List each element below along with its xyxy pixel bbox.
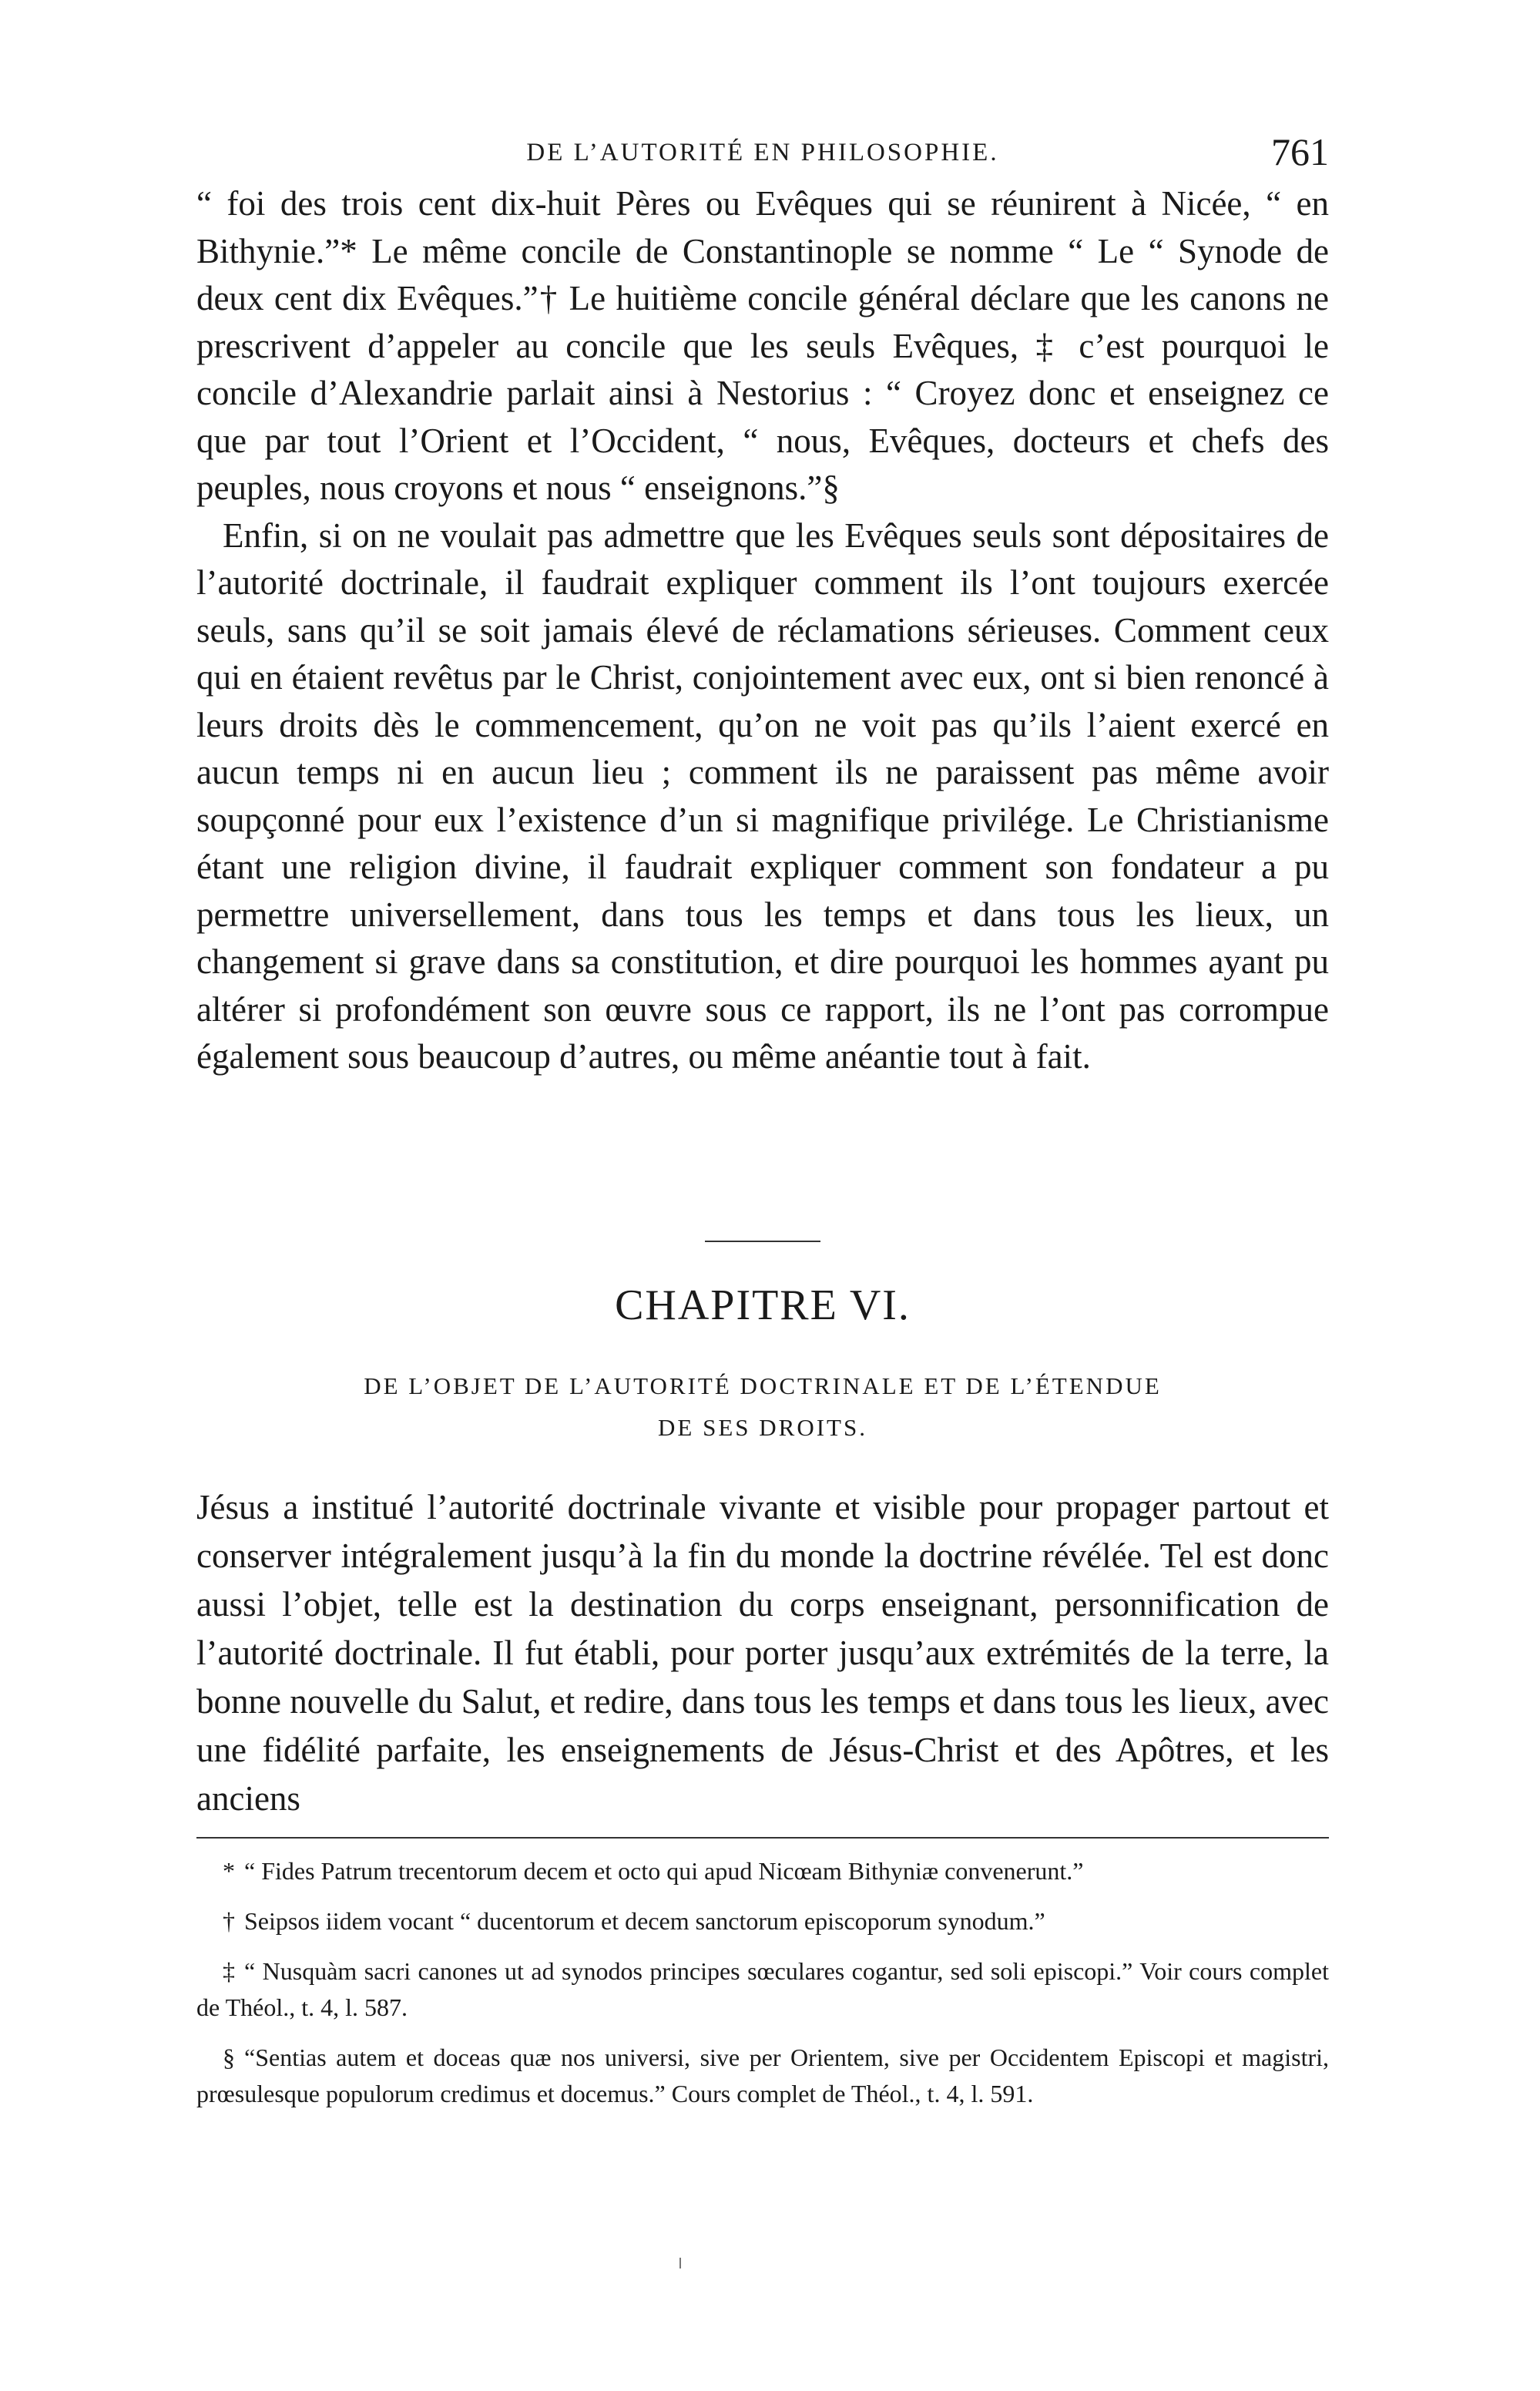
chapter-title: CHAPITRE VI. xyxy=(615,1281,911,1329)
footnote-text: Seipsos iidem vocant “ ducentorum et decem sanctorum episcoporum synodum.” xyxy=(244,1907,1045,1935)
page-number: 761 xyxy=(1271,130,1329,173)
footnote xyxy=(196,1953,1329,2026)
footnote-mark: * xyxy=(223,1857,235,1885)
body-text xyxy=(196,180,1329,1081)
chapter-paragraph: Jésus a institué l’autorité doctrinale vivante et visible pour propager partout et conserver intégralement jusqu’à la fin du monde la doctrine révélée. Tel est donc aussi l’objet, telle est la destination du corps enseignant, personnification de l’autorité doctrinale. Il fut établi, pour porter jusqu’aux extrémités de la terre, la bonne nouvelle du Salut, et redire, dans tous les temps et dans tous les lieux, avec une fidélité parfaite, les enseignements de Jésus-Christ et des Apôtres, et les anciens xyxy=(196,1488,1329,1818)
printer-mark xyxy=(679,2258,681,2268)
footnotes xyxy=(196,1853,1329,2126)
chapter-subtitle xyxy=(196,1365,1329,1449)
chapter-subtitle-line-1: DE L’OBJET DE L’AUTORITÉ DOCTRINALE ET DE L’ÉTENDUE xyxy=(364,1372,1162,1399)
footnote xyxy=(196,1853,1329,1889)
footnote-mark: † xyxy=(223,1907,235,1935)
footnote-text: “Sentias autem et doceas quæ nos universi, sive per Orientem, sive per Occidentem Episcopi et magistri, prœsulesque populorum credimus et docemus.” Cours complet de Théol., t. 4, l. 591. xyxy=(196,2043,1329,2107)
footnote-text: “ Nusquàm sacri canones ut ad synodos principes sœculares cogantur, sed soli episcopi.” Voir cours complet de Théol., t. 4, l. 587. xyxy=(196,1957,1329,2021)
paragraph-enfin: Enfin, si on ne voulait pas admettre que les Evêques seuls sont dépositaires de l’autorité doctrinale, il faudrait expliquer comment ils l’ont toujours exercée seuls, sans qu’il se soit jamais élevé de réclamations sérieuses. Comment ceux qui en étaient revêtus par le Christ, conjointement avec eux, ont si bien renoncé à leurs droits dès le commencement, qu’on ne voit pas qu’ils l’aient exercé en aucun temps ni en aucun lieu ; comment ils ne paraissent pas même avoir soupçonné pour eux l’existence d’un si magnifique privilége. Le Christianisme étant une religion divine, il faudrait expliquer comment son fondateur a pu permettre universellement, dans tous les temps et dans tous les lieux, un changement si grave dans sa constitution, et dire pourquoi les hommes ayant pu altérer si profondément son œuvre sous ce rapport, ils ne l’ont pas corrompue également sous beaucoup d’autres, ou même anéantie tout à fait. xyxy=(196,515,1329,1076)
running-title: DE L’AUTORITÉ EN PHILOSOPHIE. xyxy=(526,139,999,166)
footnote-text: “ Fides Patrum trecentorum decem et octo qui apud Nicœam Bithyniæ convenerunt.” xyxy=(244,1857,1084,1885)
page xyxy=(196,0,1329,2391)
running-head xyxy=(196,129,1329,176)
footnote-divider xyxy=(196,1837,1329,1839)
footnote xyxy=(196,2040,1329,2112)
footnote-mark: ‡ xyxy=(223,1957,235,1985)
footnote-mark: § xyxy=(223,2043,235,2071)
paragraph-continuation: “ foi des trois cent dix-huit Pères ou Evêques qui se réunirent à Nicée, “ en Bithynie.”* Le même concile de Constantinople se nomme “ Le “ Synode de deux cent dix Evêques.”† Le huitième concile général déclare que les canons ne prescrivent d’appeler au concile que les seuls Evêques, ‡ c’est pourquoi le concile d’Alexandrie parlait ainsi à Nestorius : “ Croyez donc et enseignez ce que par tout l’Orient et l’Occident, “ nous, Evêques, docteurs et chefs des peuples, nous croyons et nous “ enseignons.”§ xyxy=(196,184,1329,507)
chapter-divider xyxy=(705,1241,820,1242)
chapter-subtitle-line-2: DE SES DROITS. xyxy=(658,1414,867,1441)
chapter-text xyxy=(196,1483,1329,1823)
footnote xyxy=(196,1903,1329,1939)
